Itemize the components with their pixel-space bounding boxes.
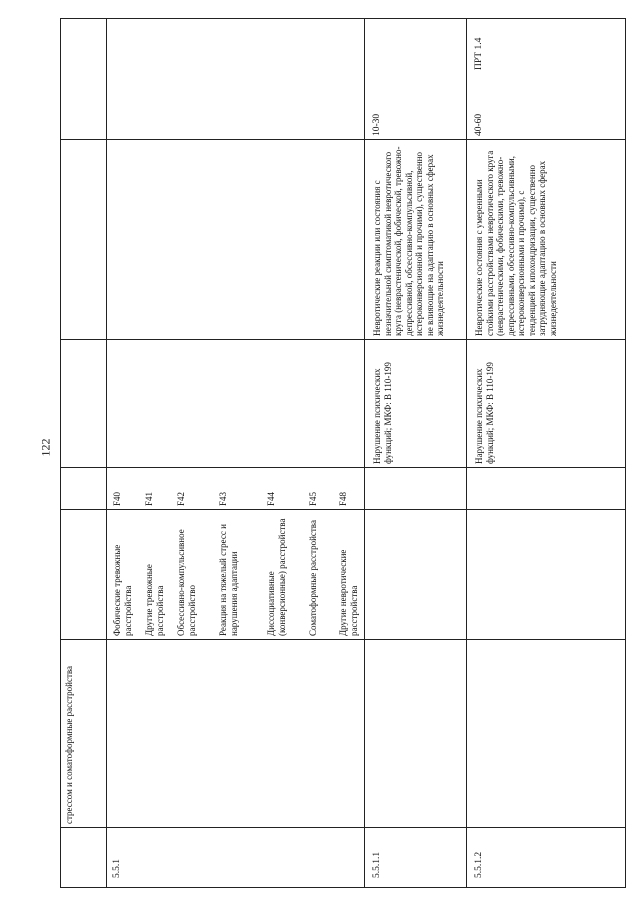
rotated-table-sheet xyxy=(60,18,640,878)
function-impairment: Нарушение психических функций; МКФ: В 110-199 xyxy=(474,362,495,464)
diagnosis-code: F40 xyxy=(112,491,122,506)
disability-criteria-table xyxy=(60,18,626,888)
condition-description: Невротические реакции или состояния с незначительной симптоматикой невротического круга (неврастенической, фобической, тревожно-депрессивной, обсессивно-компульсивной, истероконверсионной и прочими), существенно не влияющие на адаптацию в основных сферах жизнедеятельности xyxy=(372,146,445,336)
diagnosis-code: F41 xyxy=(144,491,154,506)
diagnosis-name: Соматоформные расстройства xyxy=(308,520,318,636)
diagnosis-code: F43 xyxy=(218,491,228,506)
impairment-percent: 40-60 xyxy=(474,113,484,136)
note: ПРТ 1.4 xyxy=(474,37,484,70)
row-number: 5.5.1 xyxy=(112,859,122,878)
diagnosis-code: F42 xyxy=(176,491,186,506)
diagnosis-code: F48 xyxy=(338,491,348,506)
diagnosis-name: Диссоциативные (конверсионные) расстройства xyxy=(266,518,287,636)
diagnosis-code: F45 xyxy=(308,491,318,506)
diagnosis-name: Другие невротические расстройства xyxy=(338,549,359,636)
diagnosis-name: Обсессивно-компульсивное расстройство xyxy=(176,529,197,636)
diagnosis-name: Другие тревожные расстройства xyxy=(144,564,165,636)
function-impairment: Нарушение психических функций; МКФ: В 110-199 xyxy=(372,362,393,464)
impairment-percent: 10-30 xyxy=(372,113,382,136)
diagnosis-name: Фобические тревожные расстройства xyxy=(112,544,133,636)
page-number: 122 xyxy=(38,438,53,457)
condition-description: Невротические состояния с умеренными стойкими расстройствами невротического круга (неврастеническими, фобическими, тревожно-депрессивными, обсессивно-компульсивными, истероконверсионными и прочими), с тенденцией к ипохондризации, существенно затрудняющие адаптацию в основных сферах жизнедеятельности xyxy=(474,150,558,336)
diagnosis-name: Реакция на тяжелый стресс и нарушения адаптации xyxy=(218,524,239,636)
category-header: стрессом и соматоформные расстройства xyxy=(64,665,74,824)
row-number: 5.5.1.1 xyxy=(372,851,382,878)
diagnosis-code: F44 xyxy=(266,491,276,506)
row-number: 5.5.1.2 xyxy=(474,851,484,878)
